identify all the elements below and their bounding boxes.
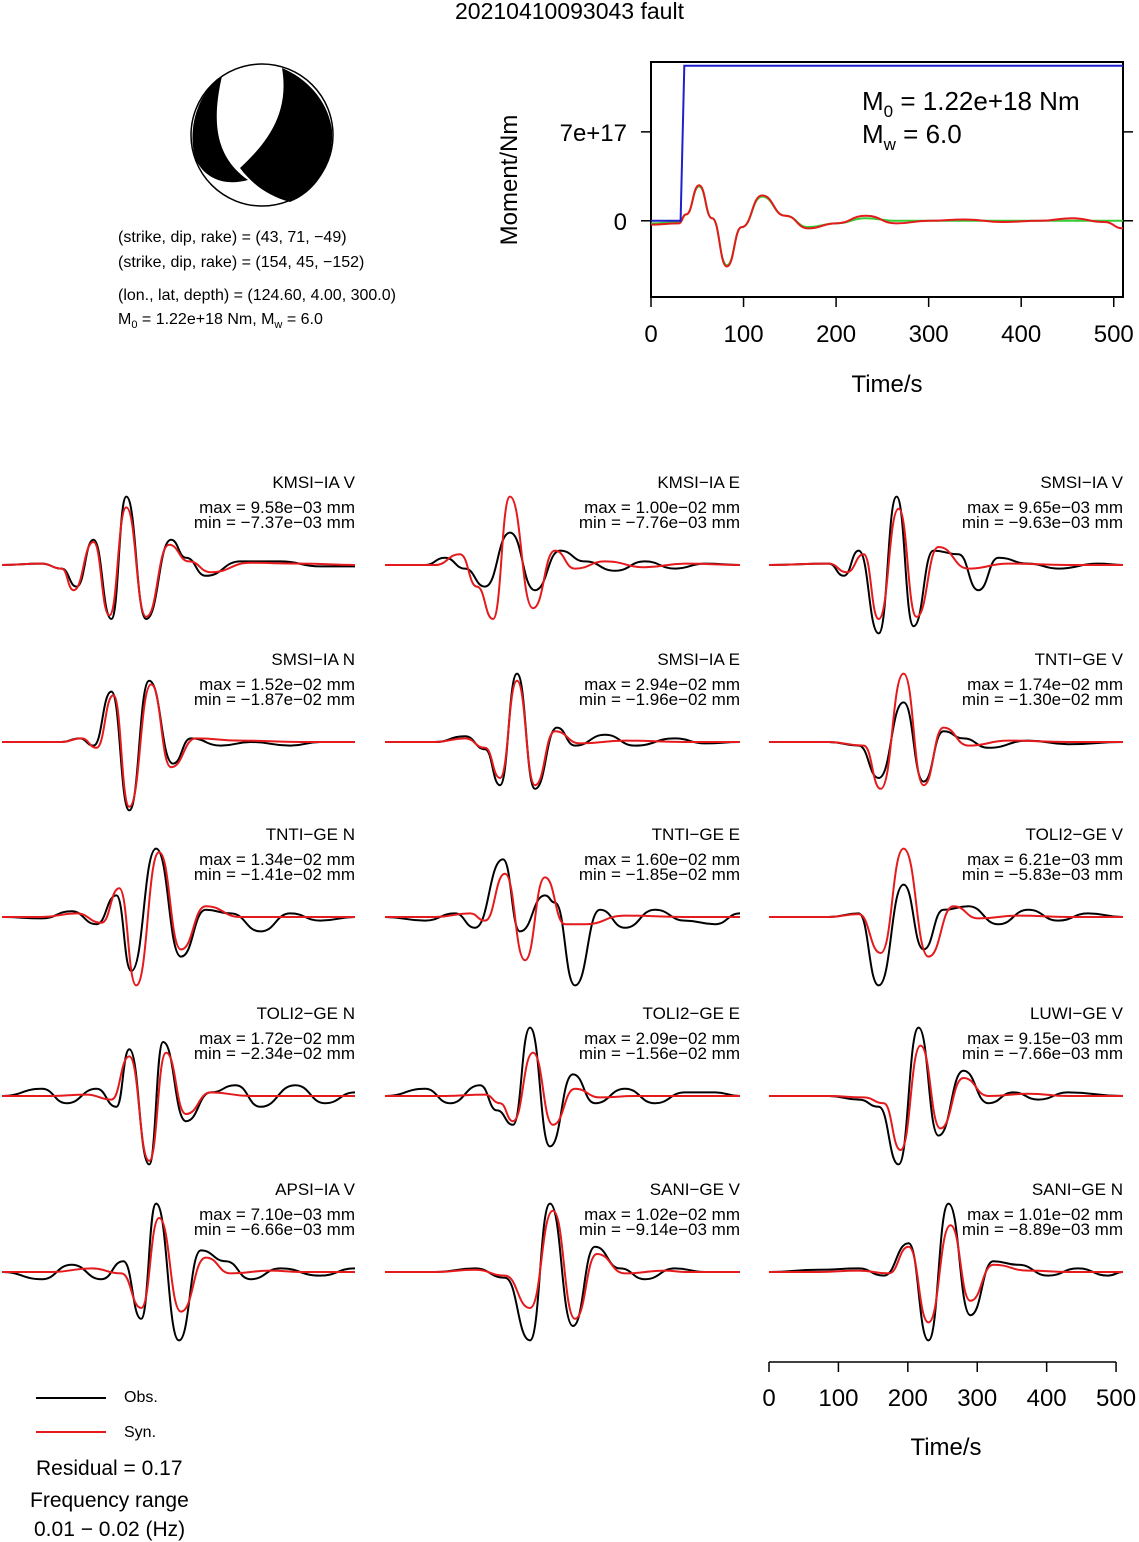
waveform-min-label: min = −1.87e−02 mm [193, 690, 355, 709]
waveform-syn-trace [385, 874, 740, 960]
waveform-panel [2, 473, 356, 619]
frequency-range-value: 0.01 − 0.02 (Hz) [34, 1518, 186, 1541]
waveform-max-label: max = 6.21e−03 mm [967, 850, 1123, 869]
waveform-obs-trace [385, 533, 740, 591]
frequency-range-label: Frequency range [30, 1489, 189, 1512]
moment-xtick-label-5: 500 [1093, 321, 1134, 348]
waveform-min-label: min = −2.34e−02 mm [193, 1044, 355, 1063]
waveform-station-label: SMSI−IA E [657, 650, 740, 669]
waveform-xtick-label-2: 200 [887, 1385, 928, 1412]
moment-ytick-label-1: 7e+17 [559, 119, 627, 147]
moment-ytick-label-0: 0 [613, 208, 627, 236]
waveform-station-label: TOLI2−GE E [642, 1004, 740, 1023]
waveform-panel [769, 473, 1124, 633]
legend-syn-label: Syn. [124, 1424, 157, 1441]
waveform-panel [769, 650, 1124, 789]
waveform-station-label: SMSI−IA V [1040, 473, 1123, 492]
residual-label: Residual = 0.17 [36, 1457, 183, 1480]
waveform-station-label: SANI−GE V [649, 1180, 740, 1199]
waveform-xtick-label-4: 400 [1026, 1385, 1067, 1412]
waveform-station-label: KMSI−IA E [657, 473, 740, 492]
waveform-syn-trace [385, 1053, 740, 1125]
nodal-plane-2: (strike, dip, rake) = (154, 45, −152) [118, 254, 365, 271]
waveform-station-label: APSI−IA V [275, 1180, 355, 1199]
waveform-station-label: KMSI−IA V [272, 473, 355, 492]
waveform-panel [385, 1004, 740, 1146]
waveform-panel [2, 1004, 355, 1164]
waveform-min-label: min = −9.63e−03 mm [961, 513, 1123, 532]
waveform-min-label: min = −9.14e−03 mm [578, 1220, 740, 1239]
waveform-xtick-label-1: 100 [818, 1385, 859, 1412]
waveform-max-label: max = 1.60e−02 mm [584, 850, 740, 869]
waveform-station-label: TNTI−GE E [651, 825, 740, 844]
waveform-min-label: min = −7.76e−03 mm [578, 513, 740, 532]
waveform-max-label: max = 9.58e−03 mm [199, 498, 355, 517]
waveform-panel [2, 650, 355, 810]
waveform-panel [385, 1180, 741, 1340]
waveform-max-label: max = 1.00e−02 mm [584, 498, 740, 517]
nodal-plane-1: (strike, dip, rake) = (43, 71, −49) [118, 229, 347, 246]
waveform-min-label: min = −7.37e−03 mm [193, 513, 355, 532]
waveform-min-label: min = −7.66e−03 mm [961, 1044, 1123, 1063]
waveform-max-label: max = 1.01e−02 mm [967, 1205, 1123, 1224]
waveform-panel [769, 825, 1124, 985]
waveform-xlabel: Time/s [910, 1434, 982, 1461]
waveform-max-label: max = 7.10e−03 mm [199, 1205, 355, 1224]
waveform-min-label: min = −5.83e−03 mm [961, 865, 1123, 884]
waveform-station-label: TNTI−GE N [265, 825, 355, 844]
waveform-max-label: max = 1.72e−02 mm [199, 1029, 355, 1048]
waveform-max-label: max = 1.02e−02 mm [584, 1205, 740, 1224]
waveform-station-label: SMSI−IA N [271, 650, 355, 669]
waveform-min-label: min = −1.30e−02 mm [961, 690, 1123, 709]
waveform-max-label: max = 1.74e−02 mm [967, 675, 1123, 694]
moment-xtick-label-4: 400 [1001, 321, 1042, 348]
waveform-max-label: max = 1.52e−02 mm [199, 675, 355, 694]
waveform-panel [769, 1180, 1123, 1340]
moment-xtick-label-1: 100 [723, 321, 764, 348]
waveform-panel [2, 1180, 356, 1340]
waveform-max-label: max = 2.94e−02 mm [584, 675, 740, 694]
waveform-panel [385, 825, 740, 985]
waveform-syn-trace [769, 1225, 1123, 1322]
moment-annotation-mw: $M_w = 6.0$ [862, 119, 962, 154]
waveform-station-label: LUWI−GE V [1029, 1004, 1123, 1023]
waveform-xtick-label-3: 300 [957, 1385, 998, 1412]
waveform-panel [2, 825, 355, 985]
legend-lines [30, 1385, 110, 1440]
moment-annotation-m0: $M_0 = 1.22e+18$ Nm [862, 86, 1080, 121]
waveform-panel [385, 473, 740, 619]
waveform-max-label: max = 1.34e−02 mm [199, 850, 355, 869]
waveform-min-label: min = −1.85e−02 mm [578, 865, 740, 884]
waveform-station-label: TNTI−GE V [1034, 650, 1123, 669]
page-title: 20210410093043 fault [455, 0, 684, 24]
moment-ylabel: Moment/Nm [496, 114, 523, 246]
waveform-max-label: max = 9.15e−03 mm [967, 1029, 1123, 1048]
waveform-station-label: TOLI2−GE V [1025, 825, 1123, 844]
legend-obs-label: Obs. [124, 1389, 158, 1406]
waveform-panel [769, 1004, 1124, 1164]
waveform-station-label: TOLI2−GE N [256, 1004, 355, 1023]
waveform-xtick-label-5: 500 [1096, 1385, 1137, 1412]
waveform-min-label: min = −1.56e−02 mm [578, 1044, 740, 1063]
waveform-min-label: min = −1.96e−02 mm [578, 690, 740, 709]
waveform-xtick-label-0: 0 [762, 1385, 776, 1412]
source-location: (lon., lat, depth) = (124.60, 4.00, 300.0) [118, 287, 396, 304]
moment-xlabel: Time/s [851, 371, 923, 398]
moment-xtick-label-0: 0 [644, 321, 658, 348]
waveform-min-label: min = −6.66e−03 mm [193, 1220, 355, 1239]
waveform-station-label: SANI−GE N [1031, 1180, 1123, 1199]
waveform-max-label: max = 9.65e−03 mm [967, 498, 1123, 517]
waveform-max-label: max = 2.09e−02 mm [584, 1029, 740, 1048]
source-moment-magnitude: $M_0 = 1.22e+18$ Nm, $M_w = 6.0$ [118, 311, 323, 332]
moment-xtick-label-2: 200 [816, 321, 857, 348]
moment-xtick-label-3: 300 [908, 321, 949, 348]
waveform-min-label: min = −8.89e−03 mm [961, 1220, 1123, 1239]
waveform-min-label: min = −1.41e−02 mm [193, 865, 355, 884]
waveform-obs-trace [769, 885, 1123, 986]
waveform-panel [385, 650, 740, 789]
